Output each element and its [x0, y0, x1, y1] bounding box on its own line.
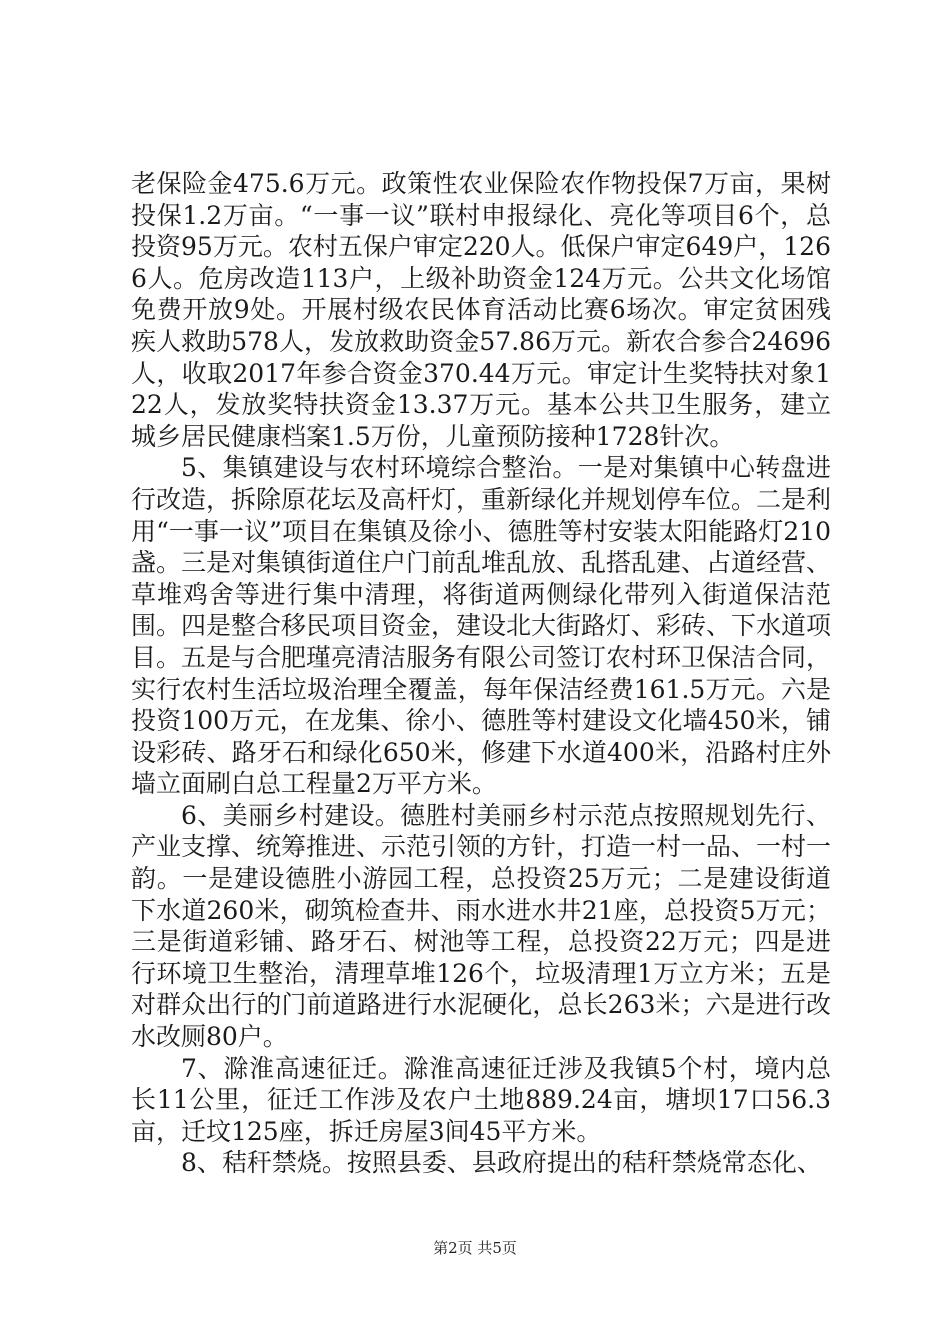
- paragraph-town-construction: 5、集镇建设与农村环境综合整治。一是对集镇中心转盘进行改造，拆除原花坛及高杆灯，重新绿化并规划停车位。二是利用“一事一议”项目在集镇及徐小、德胜等村安装太阳能路灯210盏。三是对集镇街道住户门前乱堆乱放、乱搭乱建、占道经营、草堆鸡舍等进行集中清理，将街道两侧绿化带列入街道保洁范围。四是整合移民项目资金，建设北大街路灯、彩砖、下水道项目。五是与合肥瑾亮清洁服务有限公司签订农村环卫保洁合同，实行农村生活垃圾治理全覆盖，每年保洁经费161.5万元。六是投资100万元，在龙集、徐小、德胜等村建设文化墙450米，铺设彩砖、路牙石和绿化650米，修建下水道400米，沿路村庄外墙立面刷白总工程量2万平方米。: [131, 453, 832, 799]
- paragraph-straw-burning-ban: 8、秸秆禁烧。按照县委、县政府提出的秸秆禁烧常态化、: [181, 1148, 822, 1178]
- paragraph-beautiful-village: 6、美丽乡村建设。德胜村美丽乡村示范点按照规划先行、产业支撑、统筹推进、示范引领的方针，打造一村一品、一村一韵。一是建设德胜小游园工程，总投资25万元；二是建设街道下水道260米，砌筑检查井、雨水进水井21座，总投资5万元；三是街道彩铺、路牙石、树池等工程，总投资22万元；四是进行环境卫生整治，清理草堆126个，垃圾清理1万立方米；五是对群众出行的门前道路进行水泥硬化，总长263米；六是进行改水改厕80户。: [131, 800, 832, 1052]
- document-body: [131, 168, 831, 1179]
- paragraph-highway-relocation: 7、滁淮高速征迁。滁淮高速征迁涉及我镇5个村，境内总长11公里，征迁工作涉及农户土地889.24亩，塘坝17口56.3亩，迁坟125座，拆迁房屋3间45平方米。: [131, 1053, 831, 1146]
- page-number-footer: 第2页 共5页: [433, 1239, 517, 1257]
- paragraph-social-security: 老保险金475.6万元。政策性农业保险农作物投保7万亩，果树投保1.2万亩。“一事一议”联村申报绿化、亮化等项目6个，总投资95万元。农村五保户审定220人。低保户审定649户，1266人。危房改造113户，上级补助资金124万元。公共文化场馆免费开放9处。开展村级农民体育活动比赛6场次。审定贫困残疾人救助578人，发放救助资金57.86万元。新农合参合24696人，收取2017年参合资金370.44万元。审定计生奖特扶对象122人，发放奖特扶资金13.37万元。基本公共卫生服务，建立城乡居民健康档案1.5万份，儿童预防接种1728针次。: [131, 169, 831, 451]
